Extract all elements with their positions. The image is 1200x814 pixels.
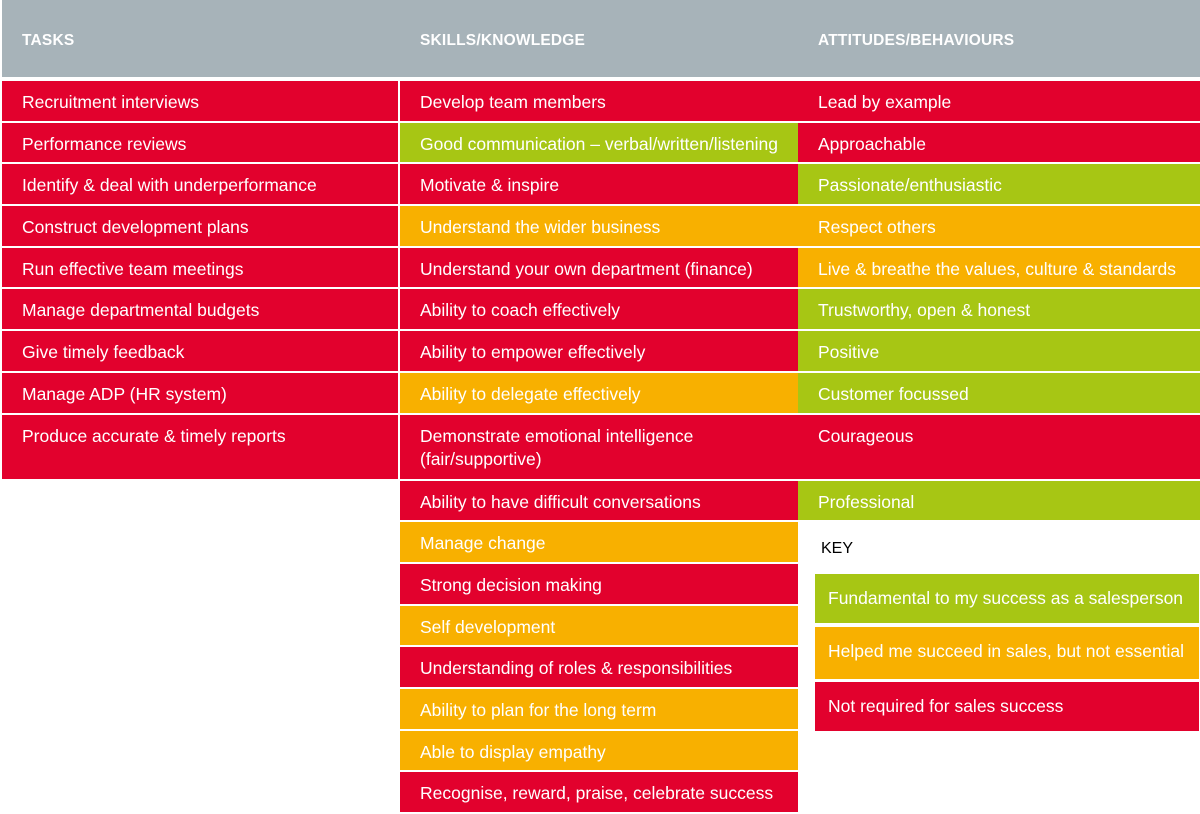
tasks-column (2, 81, 398, 481)
skills-cell: Self development (400, 606, 798, 648)
skills-cell: Strong decision making (400, 564, 798, 606)
key-item-helped: Helped me succeed in sales, but not essential (815, 627, 1199, 679)
attitudes-cell: Live & breathe the values, culture & standards (798, 248, 1200, 290)
tasks-cell: Manage ADP (HR system) (2, 373, 398, 415)
attitudes-cell: Courageous (798, 415, 1200, 481)
skills-cell: Recognise, reward, praise, celebrate success (400, 772, 798, 814)
attitudes-cell: Approachable (798, 123, 1200, 165)
skills-cell: Develop team members (400, 81, 798, 123)
skills-cell: Motivate & inspire (400, 164, 798, 206)
skills-column (400, 81, 798, 814)
attitudes-cell: Passionate/enthusiastic (798, 164, 1200, 206)
attitudes-cell: Lead by example (798, 81, 1200, 123)
skills-cell: Understanding of roles & responsibilities (400, 647, 798, 689)
tasks-cell: Performance reviews (2, 123, 398, 165)
skills-cell: Understand the wider business (400, 206, 798, 248)
tasks-cell: Construct development plans (2, 206, 398, 248)
attitudes-cell: Professional (798, 481, 1200, 523)
skills-cell: Understand your own department (finance) (400, 248, 798, 290)
header-tasks: TASKS (22, 32, 75, 49)
skills-cell: Good communication – verbal/written/listening (400, 123, 798, 165)
key-item-not-required: Not required for sales success (815, 682, 1199, 731)
skills-cell: Ability to delegate effectively (400, 373, 798, 415)
key-title: KEY (821, 540, 854, 557)
key-item-fundamental: Fundamental to my success as a salesperson (815, 574, 1199, 623)
tasks-cell: Manage departmental budgets (2, 289, 398, 331)
skills-cell: Ability to have difficult conversations (400, 481, 798, 523)
tasks-cell: Recruitment interviews (2, 81, 398, 123)
header-skills: SKILLS/KNOWLEDGE (420, 32, 586, 49)
tasks-cell: Run effective team meetings (2, 248, 398, 290)
tasks-cell: Identify & deal with underperformance (2, 164, 398, 206)
header-attitudes: ATTITUDES/BEHAVIOURS (818, 32, 1015, 49)
attitudes-column (798, 81, 1200, 522)
skills-cell: Able to display empathy (400, 731, 798, 773)
skills-cell: Ability to coach effectively (400, 289, 798, 331)
tasks-cell: Produce accurate & timely reports (2, 415, 398, 481)
skills-cell: Demonstrate emotional intelligence (fair/supportive) (400, 415, 798, 481)
skills-cell: Ability to plan for the long term (400, 689, 798, 731)
skills-cell: Manage change (400, 522, 798, 564)
skills-cell: Ability to empower effectively (400, 331, 798, 373)
table-header (2, 0, 1200, 77)
attitudes-cell: Trustworthy, open & honest (798, 289, 1200, 331)
tasks-cell: Give timely feedback (2, 331, 398, 373)
attitudes-cell: Positive (798, 331, 1200, 373)
attitudes-cell: Respect others (798, 206, 1200, 248)
attitudes-cell: Customer focussed (798, 373, 1200, 415)
